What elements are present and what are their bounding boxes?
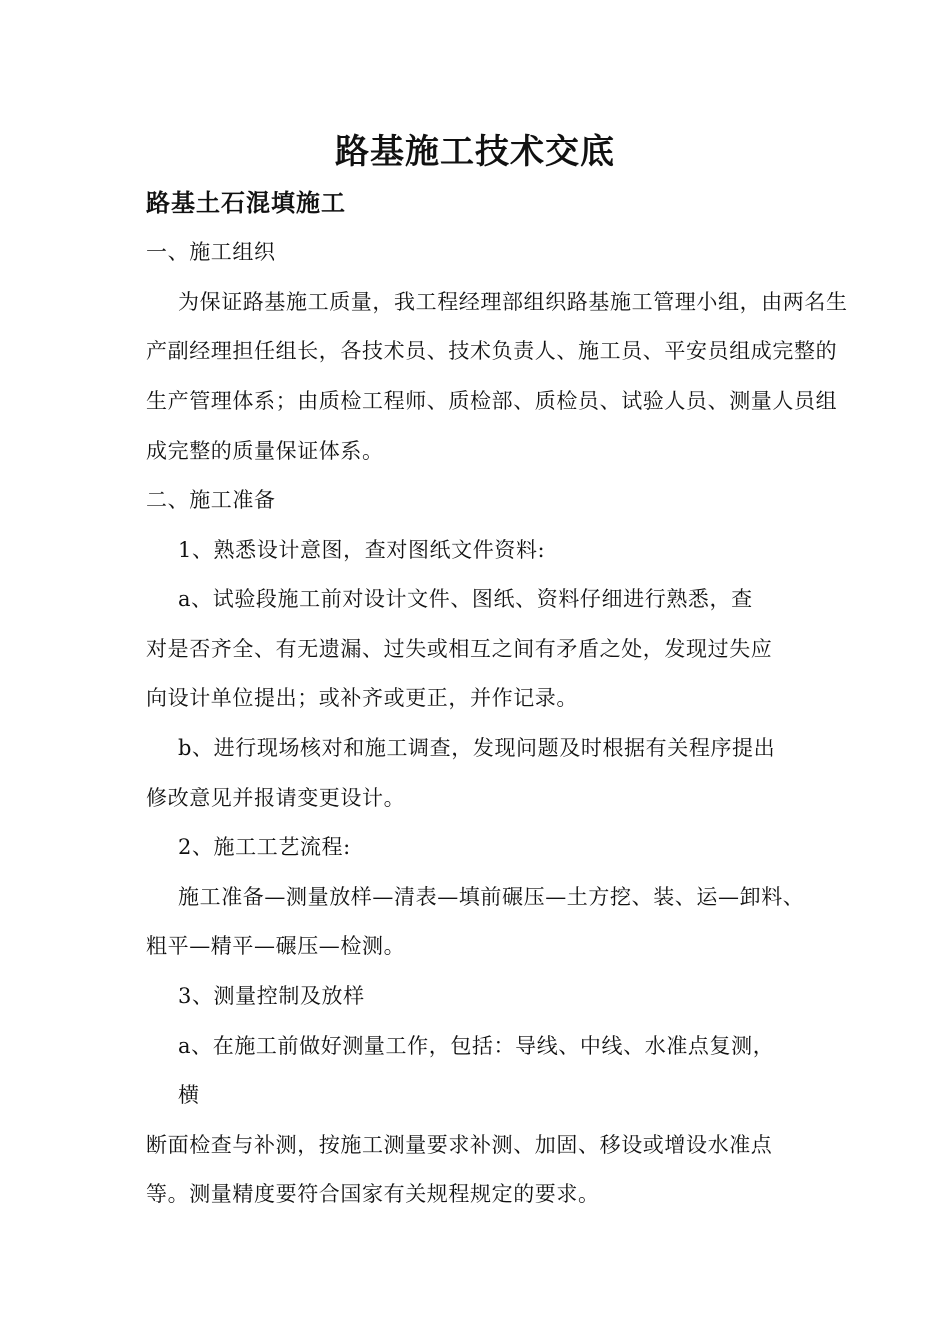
- paragraph-line: 粗平—精平—碾压—检测。: [146, 934, 406, 958]
- paragraph-line: 修改意见并报请变更设计。: [146, 786, 406, 810]
- item-heading: 1、熟悉设计意图，查对图纸文件资料:: [178, 538, 546, 562]
- paragraph-line: 成完整的质量保证体系。: [146, 439, 384, 463]
- paragraph-line: 产副经理担任组长，各技术员、技术负责人、施工员、平安员组成完整的: [146, 339, 838, 363]
- paragraph-line: b、进行现场核对和施工调查，发现问题及时根据有关程序提出: [178, 736, 776, 760]
- item-heading: 3、测量控制及放样: [178, 984, 365, 1008]
- paragraph-line: 横: [178, 1083, 200, 1107]
- item-heading: 2、施工工艺流程:: [178, 835, 351, 859]
- heading-construction-organization: 一、施工组织: [146, 240, 276, 264]
- paragraph-line: 对是否齐全、有无遗漏、过失或相互之间有矛盾之处，发现过失应: [146, 637, 773, 661]
- document-title: 路基施工技术交底: [335, 132, 615, 172]
- paragraph-line: 等。测量精度要符合国家有关规程规定的要求。: [146, 1182, 600, 1206]
- heading-construction-preparation: 二、施工准备: [146, 488, 276, 512]
- paragraph-line: 断面检查与补测，按施工测量要求补测、加固、移设或增设水准点: [146, 1133, 773, 1157]
- paragraph-line: 生产管理体系；由质检工程师、质检部、质检员、试验人员、测量人员组: [146, 389, 838, 413]
- section-subtitle: 路基土石混填施工: [146, 189, 346, 217]
- paragraph-line: 向设计单位提出；或补齐或更正，并作记录。: [146, 686, 578, 710]
- paragraph-line: 施工准备—测量放样—清表—填前碾压—土方挖、装、运—卸料、: [178, 885, 805, 909]
- paragraph-line: 为保证路基施工质量，我工程经理部组织路基施工管理小组，由两名生: [178, 290, 848, 314]
- paragraph-line: a、试验段施工前对设计文件、图纸、资料仔细进行熟悉，查: [178, 587, 753, 611]
- paragraph-line: a、在施工前做好测量工作，包括：导线、中线、水准点复测，: [178, 1034, 775, 1058]
